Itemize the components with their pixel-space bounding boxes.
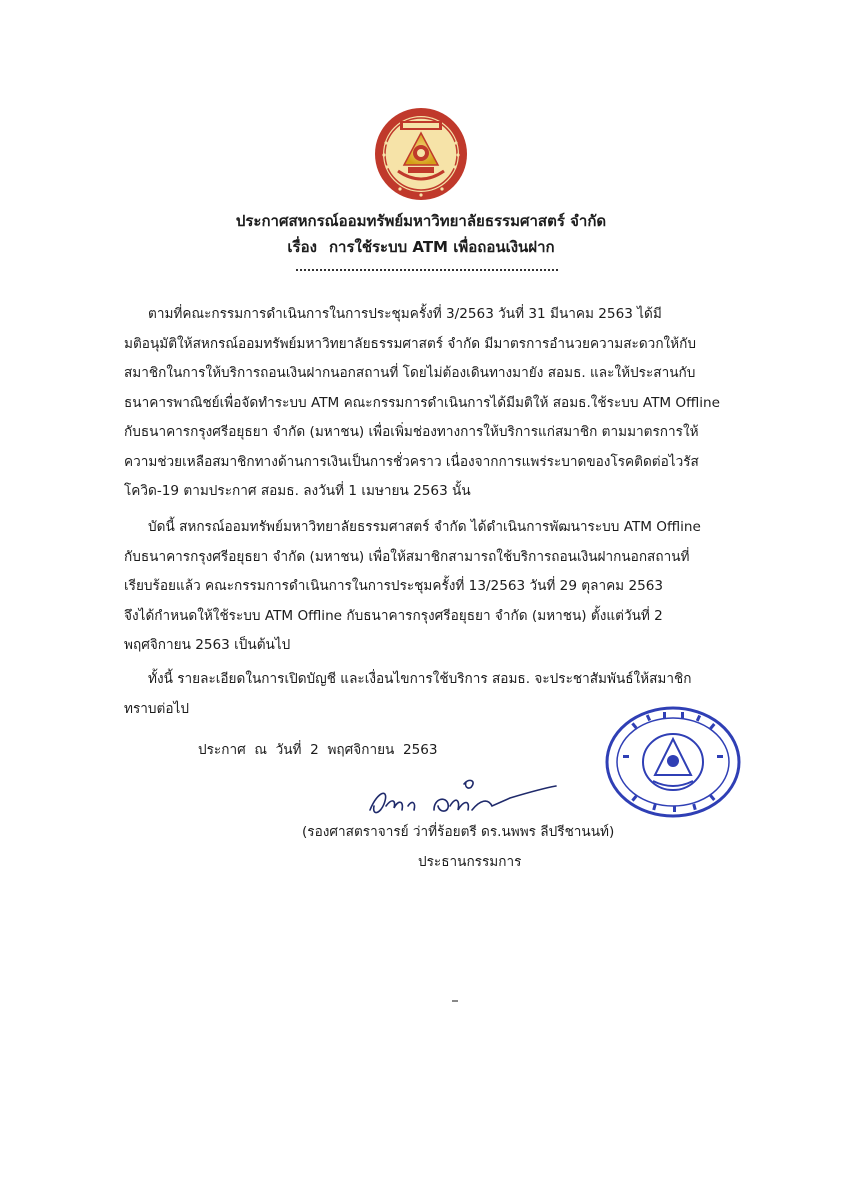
- scan-speck: [452, 1000, 458, 1002]
- signer-title: ประธานกรรมการ: [418, 854, 522, 870]
- paragraph-line: บัดนี้ สหกรณ์ออมทรัพย์มหาวิทยาลัยธรรมศาสตร์ จำกัด ได้ดำเนินการพัฒนาระบบ ATM Offline: [148, 519, 701, 535]
- paragraph-line: กับธนาคารกรุงศรีอยุธยา จำกัด (มหาชน) เพื่อเพิ่มช่องทางการให้บริการแก่สมาชิก ตามมาตรการให้: [124, 424, 699, 440]
- subject-text: การใช้ระบบ ATM เพื่อถอนเงินฝาก: [328, 238, 555, 256]
- paragraph-line: ธนาคารพาณิชย์เพื่อจัดทำระบบ ATM คณะกรรมการดำเนินการได้มีมติให้ สอมธ.ใช้ระบบ ATM Offline: [124, 394, 721, 411]
- paragraph-line: โควิด-19 ตามประกาศ สอมธ. ลงวันที่ 1 เมษายน 2563 นั้น: [124, 483, 471, 499]
- dotted-divider: [296, 266, 558, 271]
- page-title: ประกาศสหกรณ์ออมทรัพย์มหาวิทยาลัยธรรมศาสตร์ จำกัด: [235, 212, 607, 230]
- paragraph-line: จึงได้กำหนดให้ใช้ระบบ ATM Offline กับธนาคารกรุงศรีอยุธยา จำกัด (มหาชน) ตั้งแต่วันที่ 2: [124, 607, 663, 624]
- paragraph-line: มติอนุมัติให้สหกรณ์ออมทรัพย์มหาวิทยาลัยธรรมศาสตร์ จำกัด มีมาตรการอำนวยความสะดวกให้กับ: [124, 335, 697, 352]
- paragraph-line: กับธนาคารกรุงศรีอยุธยา จำกัด (มหาชน) เพื่อให้สมาชิกสามารถใช้บริการถอนเงินฝากนอกสถานที่: [124, 548, 690, 565]
- paragraph-1: [124, 300, 734, 507]
- paragraph-line: ทราบต่อไป: [124, 700, 189, 717]
- title-block: [0, 208, 842, 260]
- subject-label: เรื่อง: [287, 238, 317, 256]
- paragraph-2: [124, 513, 734, 661]
- cooperative-stamp-icon: [603, 705, 743, 820]
- paragraph-line: ทั้งนี้ รายละเอียดในการเปิดบัญชี และเงื่อนไขการใช้บริการ สอมธ. จะประชาสัมพันธ์ให้สมาชิก: [148, 671, 692, 687]
- paragraph-line: ความช่วยเหลือสมาชิกทางด้านการเงินเป็นการชั่วคราว เนื่องจากการแพร่ระบาดของโรคติดต่อไวรัส: [124, 453, 699, 470]
- university-seal-icon: [360, 105, 482, 203]
- paragraph-line: สมาชิกในการให้บริการถอนเงินฝากนอกสถานที่ โดยไม่ต้องเดินทางมายัง สอมธ. และให้ประสานกับ: [124, 365, 696, 381]
- subject-line: [0, 234, 842, 260]
- paragraph-line: เรียบร้อยแล้ว คณะกรรมการดำเนินการในการประชุมครั้งที่ 13/2563 วันที่ 29 ตุลาคม 2563: [124, 578, 664, 594]
- announcement-date: ประกาศ ณ วันที่ 2 พฤศจิกายน 2563: [198, 742, 438, 758]
- paragraph-line: ตามที่คณะกรรมการดำเนินการในการประชุมครั้งที่ 3/2563 วันที่ 31 มีนาคม 2563 ได้มี: [148, 306, 662, 322]
- signer-name: (รองศาสตราจารย์ ว่าที่ร้อยตรี ดร.นพพร ลีปรีชานนท์): [302, 824, 615, 840]
- paragraph-line: พฤศจิกายน 2563 เป็นต้นไป: [124, 637, 291, 653]
